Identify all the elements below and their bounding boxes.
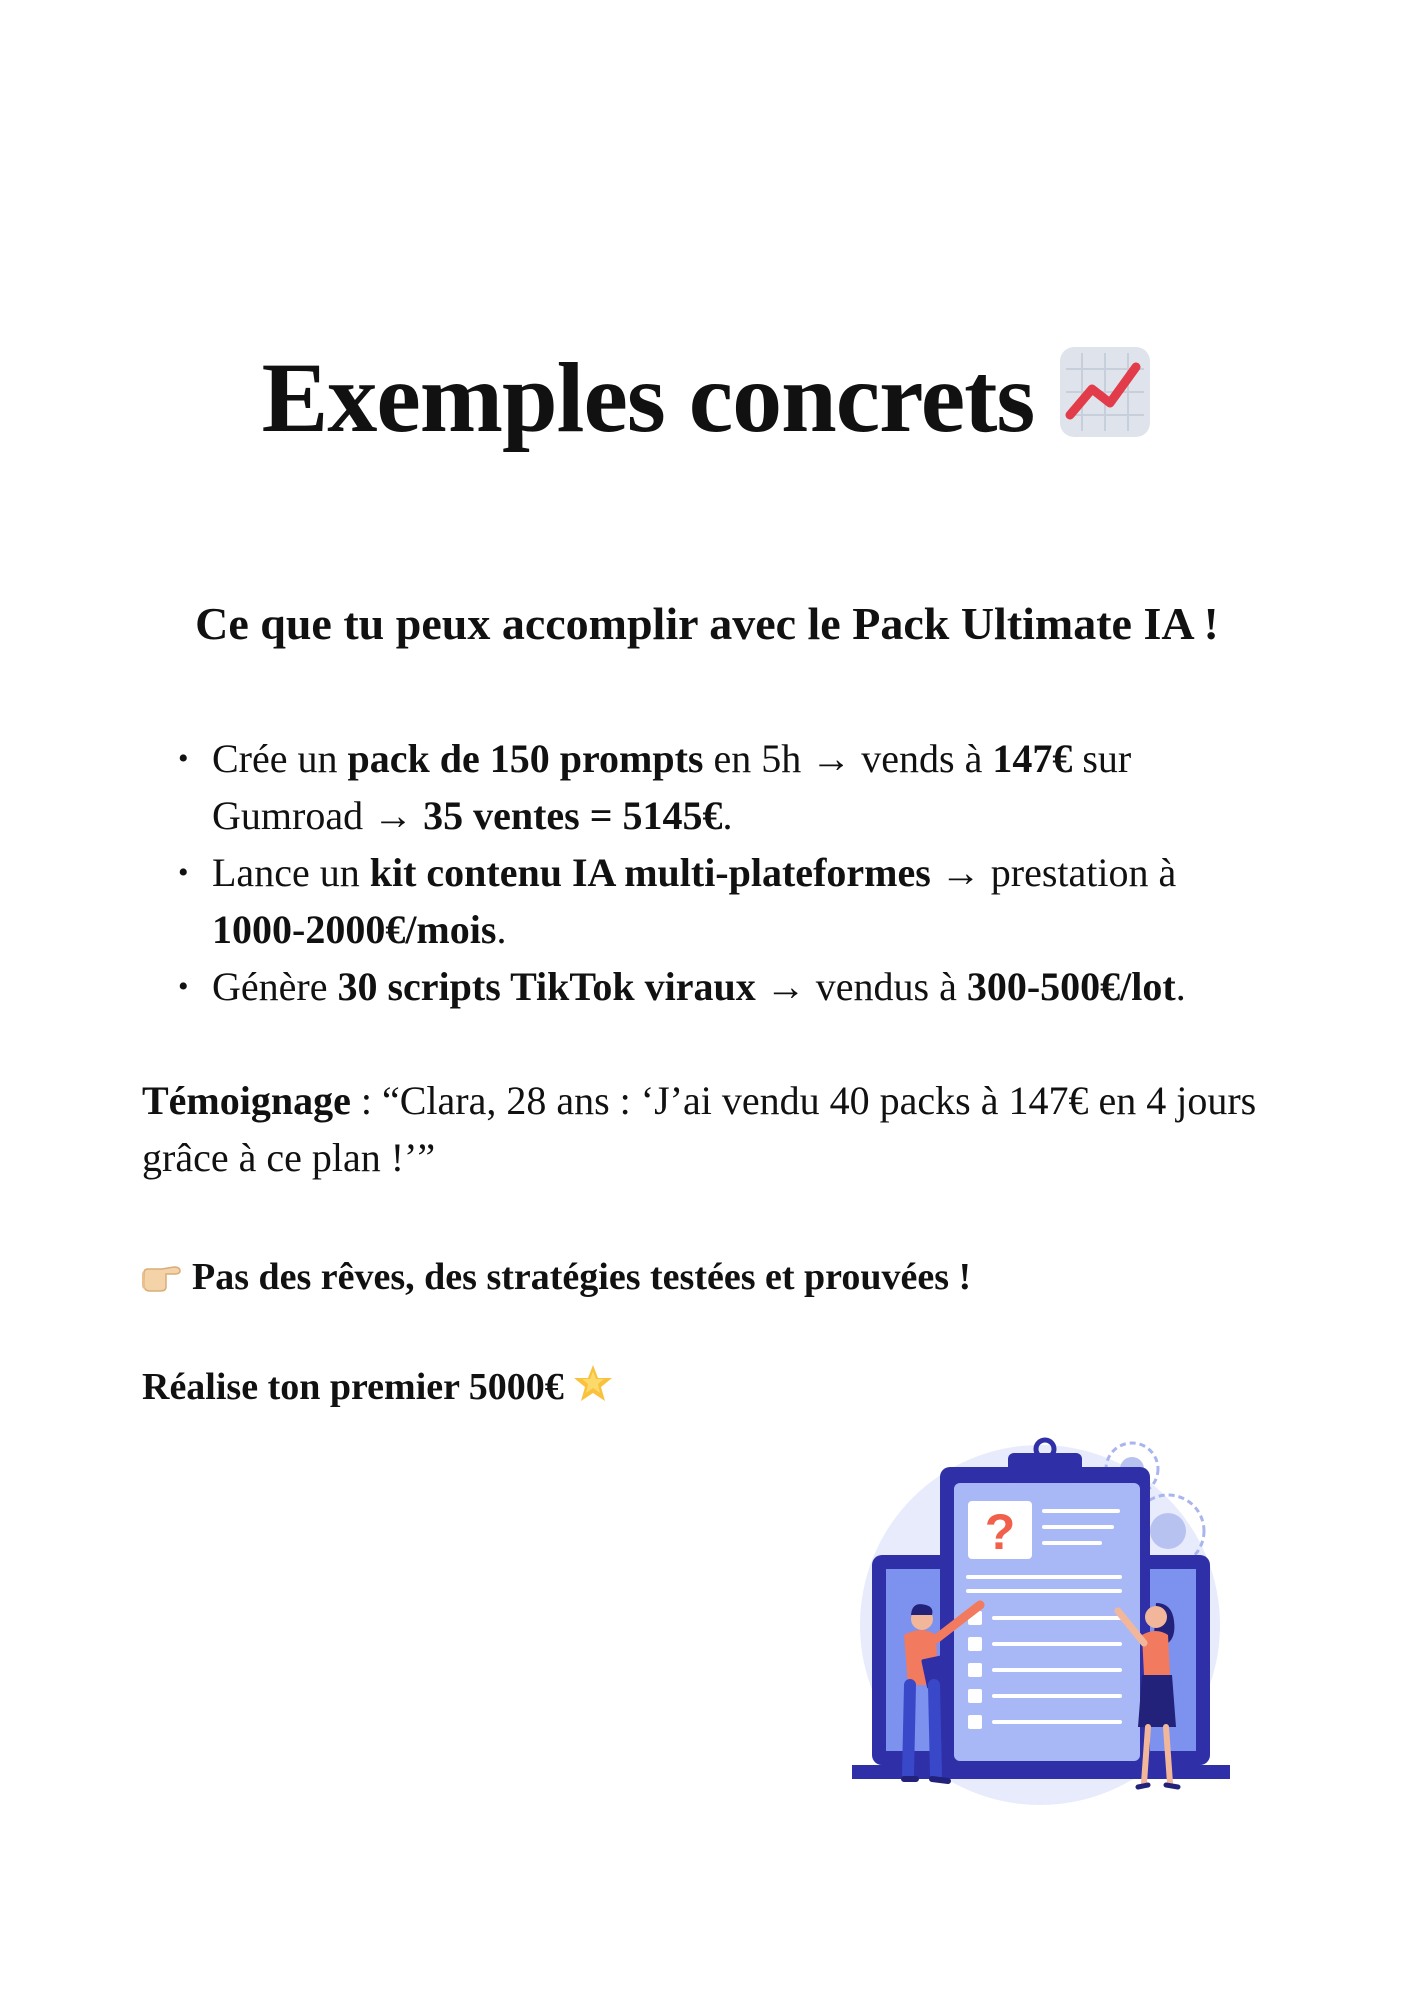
callout [140, 1250, 971, 1310]
text: en 5h → vends à [703, 736, 993, 781]
text: sur Gumroad → [212, 736, 1132, 838]
cta-text: Réalise ton premier 5000€ [142, 1366, 564, 1408]
list-item [212, 844, 1212, 958]
page-title-text: Exemples concrets [261, 342, 1035, 453]
text: . [722, 793, 733, 838]
examples-list [212, 730, 1212, 1015]
pointing-hand-icon [140, 1256, 184, 1310]
bold-text: 147€ [992, 736, 1073, 781]
subtitle: Ce que tu peux accomplir avec le Pack Ultimate IA ! [195, 598, 1219, 649]
text: Lance un [212, 850, 370, 895]
bold-text: pack de 150 prompts [347, 736, 704, 781]
list-item [212, 730, 1212, 844]
chart-increasing-icon [1058, 345, 1152, 466]
question-mark: ? [984, 1504, 1016, 1560]
cta-text-line [142, 1360, 614, 1420]
testimony-label: Témoignage [142, 1078, 351, 1123]
bold-text: 35 ventes = 5145€ [423, 793, 723, 838]
text: → prestation à [930, 850, 1177, 895]
text: Génère [212, 964, 338, 1009]
text: → vendus à [755, 964, 967, 1009]
bold-text: 30 scripts TikTok viraux [337, 964, 756, 1009]
testimony [142, 1072, 1292, 1186]
text: Crée un [212, 736, 348, 781]
testimony-text: : “Clara, 28 ans : ‘J’ai vendu 40 packs à 147€ en 4 jours grâce à ce plan !’” [142, 1078, 1257, 1180]
list-item [212, 958, 1212, 1015]
text: . [496, 907, 507, 952]
page-title [0, 338, 1414, 466]
glowing-star-icon [572, 1363, 614, 1420]
text: . [1175, 964, 1186, 1009]
checklist-illustration [850, 1435, 1230, 1820]
bold-text: 1000-2000€/mois [212, 907, 497, 952]
bold-text: 300-500€/lot [966, 964, 1176, 1009]
bold-text: kit contenu IA multi-plateformes [369, 850, 931, 895]
callout-text: Pas des rêves, des stratégies testées et prouvées ! [192, 1256, 972, 1298]
